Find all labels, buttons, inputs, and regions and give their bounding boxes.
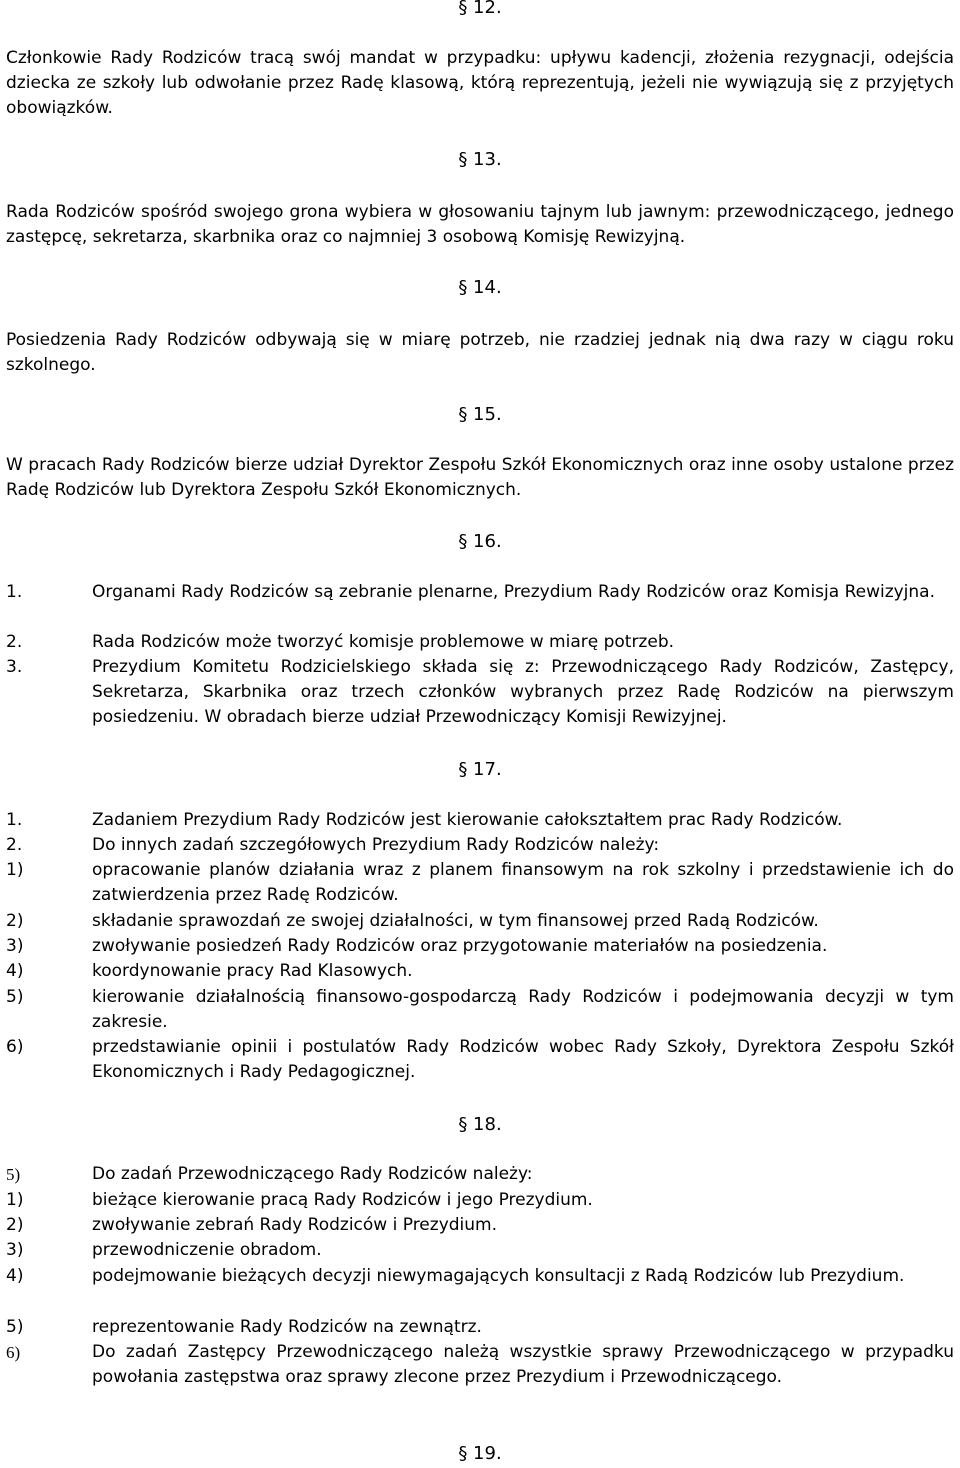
- list-number: 3.: [6, 657, 23, 677]
- list-number: 6): [6, 1037, 24, 1057]
- list-number: 4): [6, 961, 24, 981]
- list-text: podejmowanie bieżących decyzji niewymagających konsultacji z Radą Rodziców lub Prezydium.: [92, 1266, 905, 1286]
- list-text: kierowanie działalnością finansowo-gospodarczą Rady Rodziców i podejmowania decyzji w tym zakresie.: [92, 987, 954, 1032]
- section-17-heading: § 17.: [458, 759, 502, 780]
- list-text: zwoływanie posiedzeń Rady Rodziców oraz przygotowanie materiałów na posiedzenia.: [92, 936, 828, 956]
- section-18-item: [6, 1315, 954, 1340]
- list-text: Zadaniem Prezydium Rady Rodziców jest kierowanie całokształtem prac Rady Rodziców.: [92, 810, 843, 830]
- section-16-item: [6, 655, 954, 730]
- list-number: 5): [6, 987, 24, 1007]
- list-number: 1.: [6, 810, 23, 830]
- list-text: opracowanie planów działania wraz z planem finansowym na rok szkolny i przedstawienie ich do zatwierdzenia przez Radę Rodziców.: [92, 860, 954, 905]
- section-17-item: [6, 1035, 954, 1085]
- section-17-item: [6, 985, 954, 1035]
- list-number: 3): [6, 936, 24, 956]
- section-15-heading: § 15.: [458, 404, 502, 425]
- list-text: przedstawianie opinii i postulatów Rady Rodziców wobec Rady Szkoły, Dyrektora Zespołu Szkół Ekonomicznych i Rady Pedagogicznej.: [92, 1037, 954, 1082]
- section-18-item: [6, 1162, 954, 1187]
- list-text: Do zadań Zastępcy Przewodniczącego należą wszystkie sprawy Przewodniczącego w przypadku powołania zastępstwa oraz sprawy zlecone przez Prezydium i Przewodniczącego.: [92, 1342, 954, 1387]
- list-text: Prezydium Komitetu Rodzicielskiego składa się z: Przewodniczącego Rady Rodziców, Zastępcy, Sekretarza, Skarbnika oraz trzech członków wybranych przez Radę Rodziców na pierwszym posiedzeniu. W obradach bierze udział Przewodniczący Komisji Rewizyjnej.: [92, 657, 954, 727]
- section-16-item: [6, 630, 954, 655]
- list-number: 1): [6, 1190, 24, 1210]
- list-number: 5): [6, 1165, 21, 1184]
- section-18-item: [6, 1188, 954, 1213]
- section-18-heading: § 18.: [458, 1114, 502, 1135]
- list-text: składanie sprawozdań ze swojej działalności, w tym finansowej przed Radą Rodziców.: [92, 911, 819, 931]
- list-number: 2.: [6, 632, 23, 652]
- section-17-item: [6, 858, 954, 908]
- section-12-heading: § 12.: [458, 0, 502, 18]
- section-12-paragraph: Członkowie Rady Rodziców tracą swój mandat w przypadku: upływu kadencji, złożenia rezygnacji, odejścia dziecka ze szkoły lub odwołanie przez Radę klasową, którą reprezentują, jeżeli nie wywiązują się z przyjętych obowiązków.: [6, 48, 954, 118]
- list-number: 2.: [6, 835, 23, 855]
- section-13-heading: § 13.: [458, 149, 502, 170]
- section-17-item: [6, 909, 954, 934]
- list-text: zwoływanie zebrań Rady Rodziców i Prezydium.: [92, 1215, 498, 1235]
- section-17-item: [6, 959, 954, 984]
- section-17-item: [6, 934, 954, 959]
- section-18-item: [6, 1264, 954, 1289]
- section-13-paragraph: Rada Rodziców spośród swojego grona wybiera w głosowaniu tajnym lub jawnym: przewodniczącego, jednego zastępcę, sekretarza, skarbnika oraz co najmniej 3 osobową Komisję Rewizyjną.: [6, 202, 954, 247]
- list-text: Rada Rodziców może tworzyć komisje problemowe w miarę potrzeb.: [92, 632, 675, 652]
- section-15-paragraph: W pracach Rady Rodziców bierze udział Dyrektor Zespołu Szkół Ekonomicznych oraz inne osoby ustalone przez Radę Rodziców lub Dyrektora Zespołu Szkół Ekonomicznych.: [6, 455, 954, 500]
- list-number: 1.: [6, 582, 23, 602]
- list-text: Organami Rady Rodziców są zebranie plenarne, Prezydium Rady Rodziców oraz Komisja Rewizyjna.: [92, 582, 936, 602]
- list-number: 1): [6, 860, 24, 880]
- list-text: reprezentowanie Rady Rodziców na zewnątrz.: [92, 1317, 482, 1337]
- list-number: 2): [6, 1215, 24, 1235]
- list-number: 6): [6, 1343, 21, 1362]
- list-number: 2): [6, 911, 24, 931]
- section-19-heading: § 19.: [458, 1443, 502, 1464]
- section-18-item: [6, 1213, 954, 1238]
- list-text: bieżące kierowanie pracą Rady Rodziców i jego Prezydium.: [92, 1190, 593, 1210]
- section-16-heading: § 16.: [458, 531, 502, 552]
- section-16-item: [6, 580, 954, 605]
- list-text: Do innych zadań szczegółowych Prezydium Rady Rodziców należy:: [92, 835, 660, 855]
- section-17-item: [6, 808, 954, 833]
- section-14-heading: § 14.: [458, 277, 502, 298]
- section-18-item: [6, 1238, 954, 1263]
- list-number: 3): [6, 1240, 24, 1260]
- list-text: Do zadań Przewodniczącego Rady Rodziców należy:: [92, 1164, 533, 1184]
- section-17-item: [6, 833, 954, 858]
- list-number: 4): [6, 1266, 24, 1286]
- section-18-item: [6, 1340, 954, 1390]
- list-text: koordynowanie pracy Rad Klasowych.: [92, 961, 413, 981]
- list-number: 5): [6, 1317, 24, 1337]
- list-text: przewodniczenie obradom.: [92, 1240, 322, 1260]
- section-14-paragraph: Posiedzenia Rady Rodziców odbywają się w miarę potrzeb, nie rzadziej jednak nią dwa razy w ciągu roku szkolnego.: [6, 330, 954, 375]
